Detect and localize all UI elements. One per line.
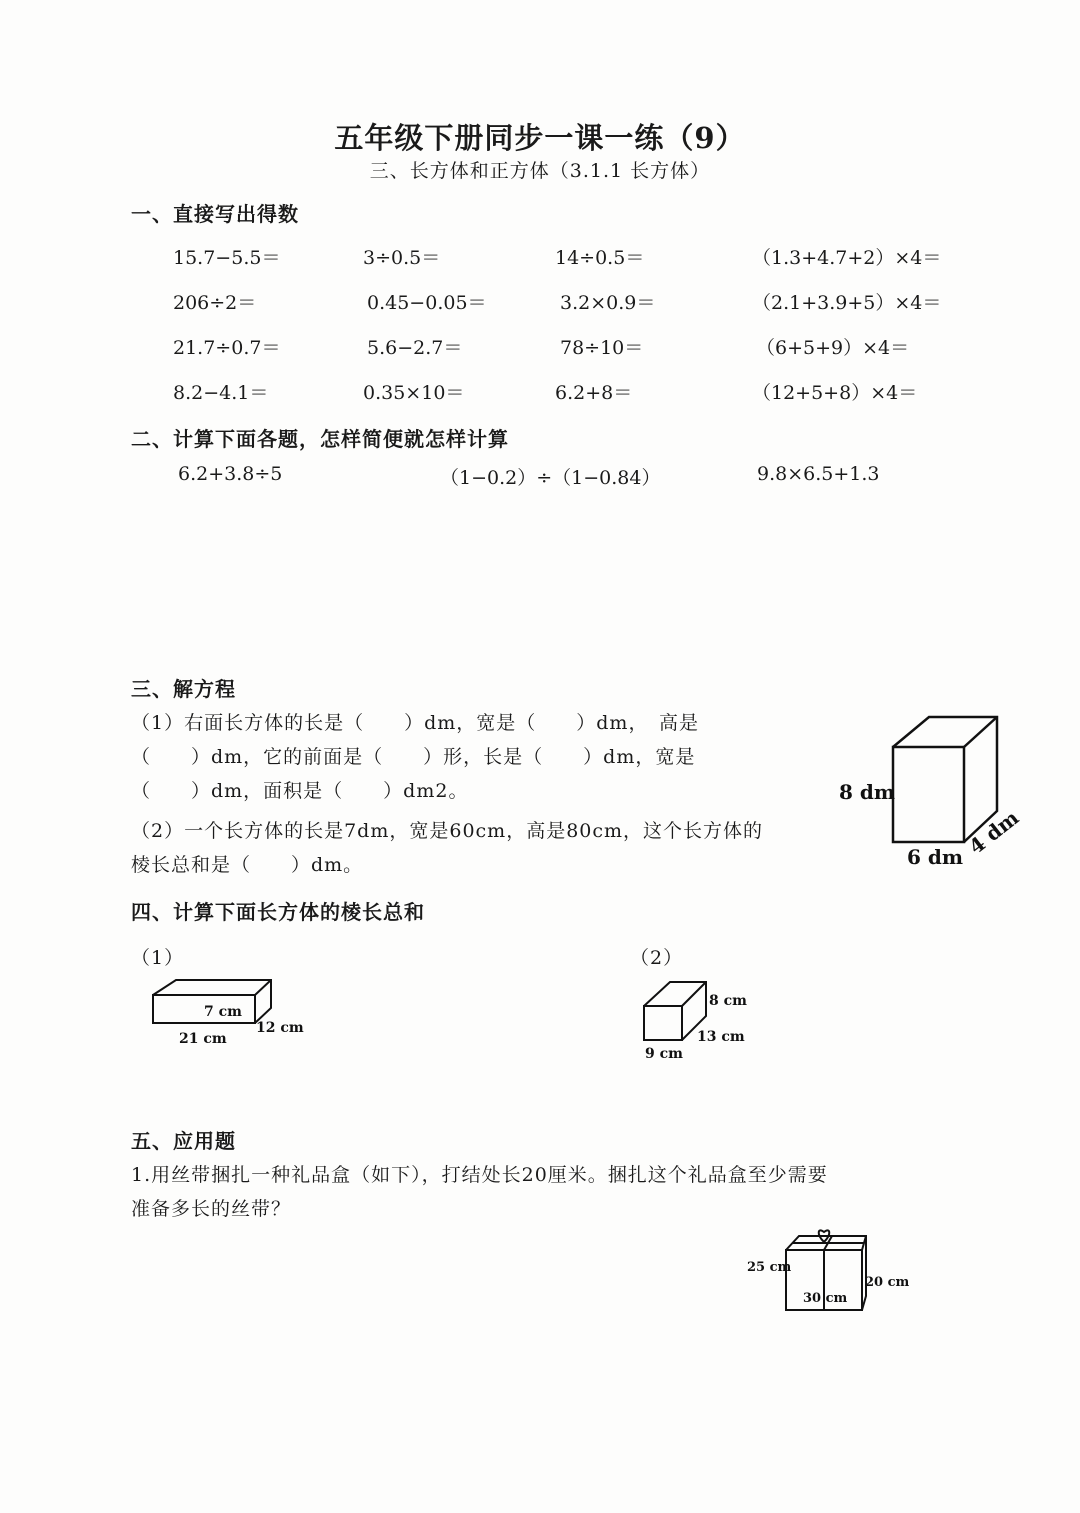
exercise: 78÷10＝ xyxy=(560,337,644,359)
gift-length-label: 30 cm xyxy=(803,1291,848,1306)
exercise: （12+5+8）×4＝ xyxy=(752,382,918,404)
box2-label: （2） xyxy=(630,947,684,969)
question-line: 棱长总和是（ ）dm。 xyxy=(131,854,364,876)
cuboid-figure-8x6x4 xyxy=(830,705,1030,875)
question-line: （1）右面长方体的长是（ ）dm，宽是（ ）dm， 高是 xyxy=(131,712,699,734)
section4-heading: 四、计算下面长方体的棱长总和 xyxy=(131,900,425,924)
exercise: 206÷2＝ xyxy=(173,292,257,314)
box1-width-label: 12 cm xyxy=(256,1020,304,1036)
height-label: 8 dm xyxy=(839,780,896,804)
question-line: （ ）dm，面积是（ ）dm2。 xyxy=(131,780,469,802)
exercise: 3.2×0.9＝ xyxy=(560,292,656,314)
gift-height-label: 25 cm xyxy=(747,1260,792,1275)
worksheet-subtitle: 三、长方体和正方体（3.1.1 长方体） xyxy=(369,160,711,182)
exercise: 0.45−0.05＝ xyxy=(367,292,487,314)
question-line: （2）一个长方体的长是7dm，宽是60cm，高是80cm，这个长方体的 xyxy=(131,820,764,842)
cuboid-figure-9x13x8 xyxy=(630,970,780,1070)
cuboid-figure-21x12x7 xyxy=(140,970,320,1050)
question-line: （ ）dm，它的前面是（ ）形，长是（ ）dm，宽是 xyxy=(131,746,696,768)
exercise: 15.7−5.5＝ xyxy=(173,247,281,269)
box2-length-label: 9 cm xyxy=(645,1046,683,1062)
exercise: 3÷0.5＝ xyxy=(363,247,441,269)
length-label: 6 dm xyxy=(907,845,964,869)
exercise: 8.2−4.1＝ xyxy=(173,382,269,404)
section5-heading: 五、应用题 xyxy=(131,1129,236,1153)
exercise: 21.7÷0.7＝ xyxy=(173,337,281,359)
box1-label: （1） xyxy=(131,947,185,969)
width-label: 4 dm xyxy=(964,805,1024,859)
question-line: 1.用丝带捆扎一种礼品盒（如下），打结处长20厘米。捆扎这个礼品盒至少需要 xyxy=(131,1164,828,1186)
question-line: 准备多长的丝带？ xyxy=(131,1198,292,1220)
exercise: 14÷0.5＝ xyxy=(555,247,645,269)
worksheet-title: 五年级下册同步一课一练（9） xyxy=(334,121,746,155)
box1-length-label: 21 cm xyxy=(179,1031,227,1047)
exercise: 5.6−2.7＝ xyxy=(367,337,463,359)
section1-heading: 一、直接写出得数 xyxy=(131,202,299,226)
section2-heading: 二、计算下面各题，怎样简便就怎样计算 xyxy=(131,427,509,451)
exercise: （1.3+4.7+2）×4＝ xyxy=(752,247,942,269)
exercise: 0.35×10＝ xyxy=(363,382,465,404)
calc-item: 9.8×6.5+1.3 xyxy=(757,463,880,485)
section3-heading: 三、解方程 xyxy=(131,677,236,701)
box1-height-label: 7 cm xyxy=(204,1004,242,1020)
gift-width-label: 20 cm xyxy=(865,1275,910,1290)
exercise: 6.2+8＝ xyxy=(555,382,633,404)
exercise: （6+5+9）×4＝ xyxy=(756,337,910,359)
exercise: （2.1+3.9+5）×4＝ xyxy=(752,292,942,314)
calc-item: （1−0.2）÷（1−0.84） xyxy=(440,467,661,489)
box2-width-label: 13 cm xyxy=(697,1029,745,1045)
box2-height-label: 8 cm xyxy=(709,993,747,1009)
gift-box-figure xyxy=(740,1222,920,1312)
calc-item: 6.2+3.8÷5 xyxy=(178,463,283,485)
